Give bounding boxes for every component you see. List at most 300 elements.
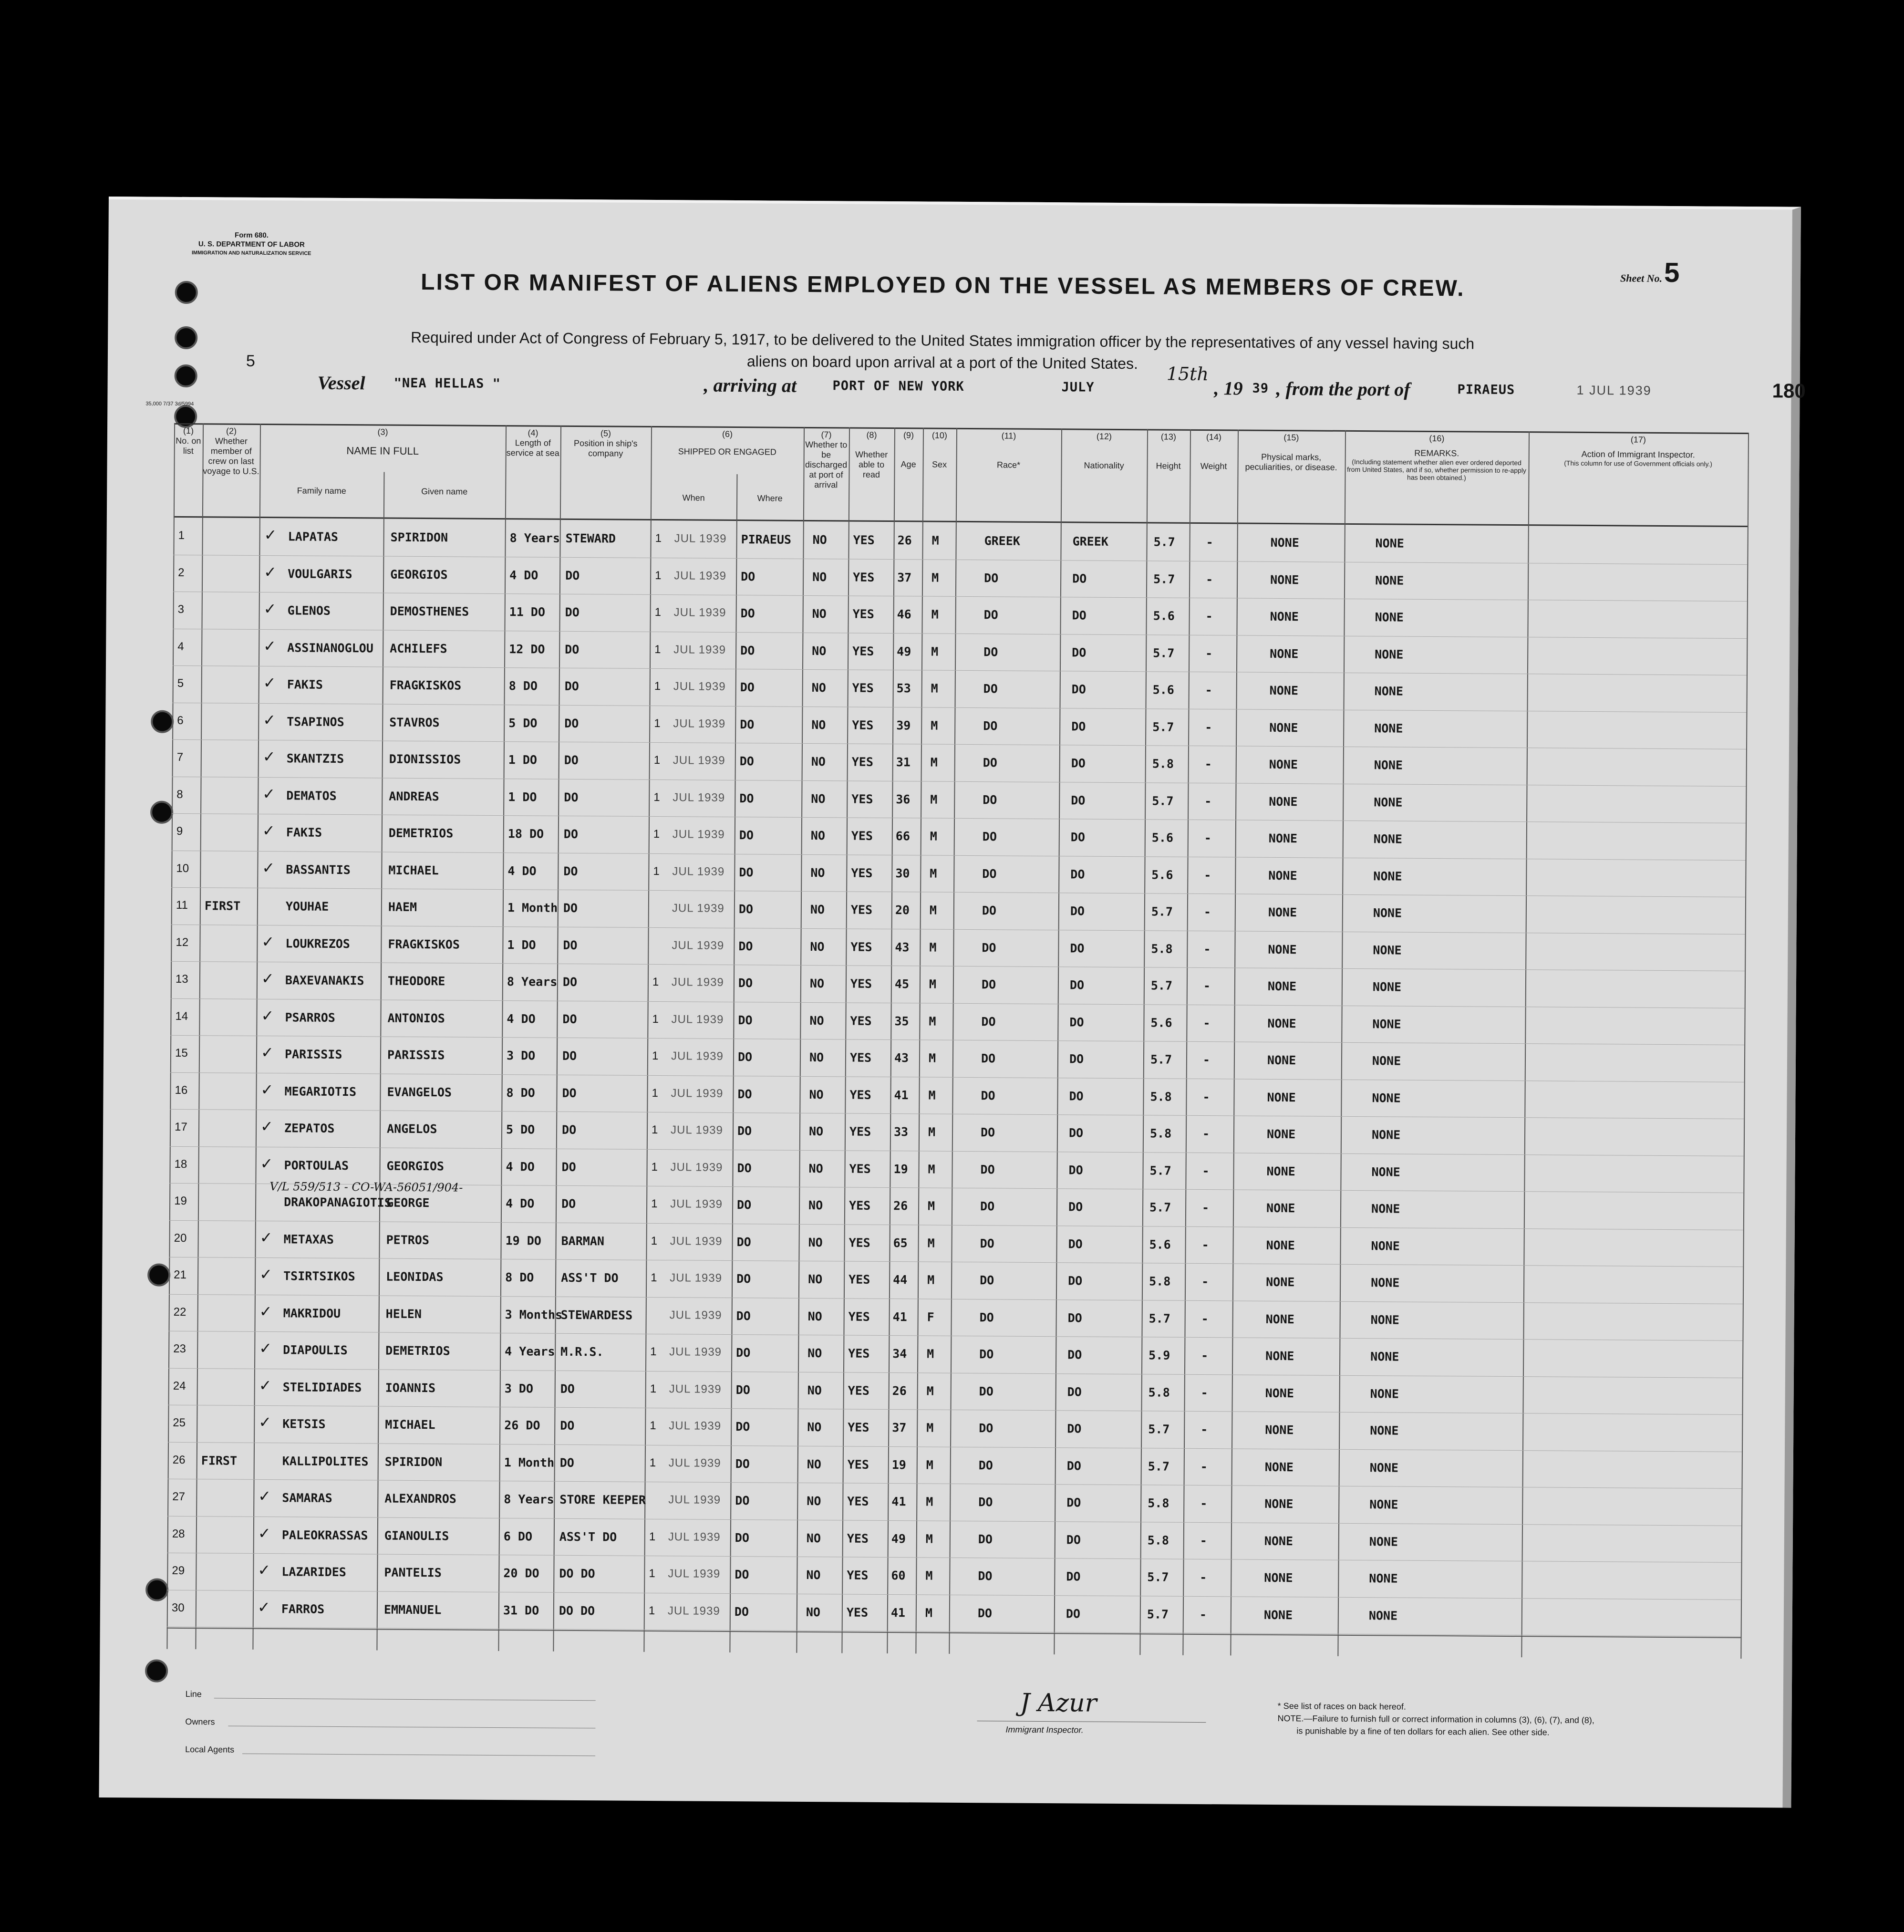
cell-d: 1 [649,1456,656,1469]
cell-race: DO [981,1051,996,1066]
cell-d: 1 [651,1160,658,1174]
cell-service: 8 Years [504,1492,554,1506]
cell-family: ZEPATOS [284,1121,335,1135]
cell-family: YOUHAE [285,899,329,914]
cell-when: JUL 1939 [670,1234,723,1248]
cell-sex: M [926,1421,934,1435]
cell-age: 19 [893,1162,908,1176]
cell-phys: NONE [1264,1496,1293,1511]
cell-phys: NONE [1269,720,1298,735]
cell-service: 1 Month [504,1455,555,1470]
cell-d: 1 [654,606,662,619]
cell-when: JUL 1939 [672,938,724,952]
cell-ht: 5.8 [1148,1496,1169,1510]
cell-given: GEORGIOS [386,1159,445,1173]
cell-rem: NONE [1372,1091,1401,1105]
cell-phys: NONE [1265,1386,1294,1400]
cell-sex: M [928,1088,936,1102]
cell-nat: DO [1071,793,1086,808]
cell-phys: NONE [1268,942,1297,956]
cell-age: 37 [897,570,912,584]
cell-age: 45 [894,977,910,991]
cell-given: GEORGE [386,1195,430,1210]
cell-family: LAPATAS [288,530,339,544]
cell-check: ✓ [257,1598,270,1616]
cell-wt: - [1201,1349,1209,1363]
cell-wt: - [1203,979,1211,993]
cell-ht: 5.6 [1151,867,1173,882]
cell-age: 39 [896,718,911,732]
cell-age: 36 [896,792,911,806]
cell-check: ✓ [259,1376,272,1394]
cell-ht: 5.7 [1147,1570,1169,1584]
cell-d: 1 [651,1197,658,1211]
cell-d: 1 [653,754,661,767]
cell-family: MEGARIOTIS [284,1084,357,1099]
cell-dis: NO [807,1383,822,1397]
cell-when: JUL 1939 [669,1345,722,1359]
col-header-shipped: (6) SHIPPED OR ENGAGED [678,429,776,457]
cell-dis: NO [812,607,827,621]
cell-phys: NONE [1264,1570,1293,1585]
punch-hole [175,281,198,304]
cell-ht: 5.6 [1149,1237,1171,1252]
cell-nat: DO [1069,1052,1084,1066]
cell-check: ✓ [258,1560,271,1579]
cell-d: 1 [651,1234,658,1247]
cell-where: DO [735,1382,750,1397]
col-header-discharged: (7) Whether to be discharged at port of arrival [805,430,848,490]
cell-sex: M [927,1347,934,1361]
cell-where: DO [738,1013,753,1027]
cell-given: SPIRIDON [384,1454,443,1469]
cell-read: YES [852,718,874,732]
cell-where: DO [737,1161,752,1175]
cell-d: 1 [655,569,662,582]
cell-dis: NO [809,1050,824,1065]
punch-hole [151,710,174,733]
cell-family: SAMARAS [282,1491,332,1505]
cell-race: DO [983,718,998,733]
vessel-label: Vessel [317,372,365,394]
cell-d: 1 [654,643,661,656]
cell-dis: NO [808,1235,823,1249]
cell-family: FAKIS [287,677,323,692]
cell-age: 33 [893,1125,909,1139]
col-header-where: Where [757,493,783,503]
cell-where: DO [738,976,753,990]
cell-position: DO [559,1455,575,1470]
cell-age: 37 [892,1421,907,1435]
cell-where: DO [735,1456,750,1471]
cell-read: YES [851,792,873,806]
cell-where: DO [734,1604,749,1619]
punch-hole [175,326,197,349]
cell-sex: M [930,755,938,769]
cell-wt: - [1202,1053,1211,1067]
manifest-sheet [99,197,1806,1808]
cell-position: DO [561,1122,577,1137]
cell-service: 20 DO [503,1566,539,1580]
cell-family: PORTOULAS [284,1158,349,1173]
cell-nat: DO [1067,1422,1082,1436]
cell-age: 65 [893,1236,908,1250]
cell-check: ✓ [258,1524,271,1542]
cell-age: 19 [891,1457,906,1472]
cell-sex: M [925,1532,933,1546]
col-header-nationality: (12) Nationality [1084,431,1124,471]
cell-family: SKANTZIS [286,751,344,766]
cell-rem: NONE [1373,943,1402,957]
cell-nat: DO [1066,1569,1081,1584]
cell-read: YES [849,1198,871,1213]
cell-given: ANGELOS [386,1122,437,1136]
cell-nat: DO [1071,719,1086,734]
cell-read: YES [847,1531,869,1546]
cell-service: 1 Month [507,901,558,915]
cell-where: DO [737,1198,752,1212]
cell-rem: NONE [1375,536,1404,551]
col-header-position: (5) Position in ship's company [574,428,638,458]
cell-sex: M [929,940,937,955]
cell-n: 10 [176,862,189,875]
cell-rem: NONE [1371,1128,1401,1142]
cell-ht: 5.9 [1149,1348,1170,1362]
cell-nat: DO [1068,1200,1083,1214]
cell-service: 4 Years [505,1344,555,1359]
cell-when: JUL 1939 [669,1419,722,1433]
line-label: Line [185,1689,202,1699]
cell-given: HAEM [388,900,417,914]
cell-wt: - [1203,942,1211,956]
cell-family: ASSINANOGLOU [287,640,373,655]
cell-dis: NO [808,1198,823,1213]
cell-d: 1 [655,532,662,545]
cell-n: 3 [177,602,185,616]
cell-ht: 5.8 [1150,1089,1172,1104]
cell-when: JUL 1939 [670,1123,724,1137]
cell-when: JUL 1939 [673,717,726,730]
cell-race: DO [977,1606,993,1620]
cell-given: THEODORE [387,974,445,988]
cell-d: 1 [649,1567,655,1580]
cell-age: 43 [894,1051,909,1065]
cell-given: MICHAEL [388,863,439,877]
cell-age: 44 [893,1273,908,1287]
cell-ht: 5.7 [1148,1459,1170,1474]
cell-position: DO [561,1196,576,1211]
inspector-caption: Immigrant Inspector. [1005,1724,1084,1735]
cell-n: 7 [176,750,184,764]
punch-hole [150,801,173,824]
cell-position: DO DO [559,1566,595,1581]
cell-phys: NONE [1267,979,1297,994]
cell-family: DRAKOPANAGIOTIS [284,1195,392,1210]
cell-position: BARMAN [561,1234,605,1248]
cell-race: DO [978,1532,993,1546]
cell-wt: - [1201,1237,1209,1252]
cell-when: JUL 1939 [670,1271,723,1285]
cell-when: JUL 1939 [668,1530,721,1544]
cell-when: JUL 1939 [671,1086,724,1100]
cell-n: 13 [175,972,188,986]
col-header-remarks: (16) REMARKS. (Including statement whether alien ever ordered deported from United States, and if so, whether permission to re-apply has been obtained.) [1347,433,1527,482]
cell-d: 1 [653,790,660,804]
cell-rem: NONE [1369,1497,1398,1512]
cell-position: DO [563,901,578,915]
cell-where: DO [735,1494,750,1508]
cell-race: DO [979,1347,994,1361]
cell-check: ✓ [262,784,276,803]
cell-ht: 5.7 [1153,571,1175,586]
cell-read: YES [849,1088,871,1102]
col-header-age: (9) Age [900,430,916,469]
cell-position: DO [565,605,579,620]
cell-rem: NONE [1369,1460,1399,1475]
cell-d: 1 [652,1049,659,1063]
cell-read: YES [849,1162,871,1176]
cell-ht: 5.8 [1149,1274,1171,1288]
cell-age: 49 [891,1531,906,1546]
cell-given: DEMETRIOS [388,826,454,841]
cell-n: 30 [171,1601,185,1614]
cell-given: FRAGKISKOS [388,937,460,952]
cell-dis: NO [812,570,827,584]
cell-read: YES [850,1014,872,1028]
cell-where: DO [736,1235,751,1249]
cell-when: JUL 1939 [671,1049,724,1063]
cell-n: 22 [173,1305,186,1319]
cell-check: ✓ [260,1154,273,1173]
cell-when: JUL 1939 [669,1308,722,1322]
cell-position: STORE KEEPER [559,1492,646,1507]
cell-check: ✓ [260,1117,274,1136]
col-header-service: (4) Length of service at sea [506,428,559,458]
cell-position: DO [560,1381,575,1396]
cell-age: 41 [892,1309,907,1324]
cell-phys: NONE [1270,535,1299,550]
cell-given: SPIRIDON [390,530,448,545]
cell-family: DEMATOS [286,788,337,803]
cell-nat: DO [1070,867,1085,882]
cell-wt: - [1205,609,1213,623]
cell-position: DO [564,790,579,804]
cell-when: JUL 1939 [672,902,724,915]
cell-d: 1 [649,1530,656,1543]
cell-nat: DO [1067,1310,1082,1325]
cell-nat: DO [1066,1532,1081,1547]
cell-dis: NO [807,1420,822,1434]
cell-rem: NONE [1369,1534,1398,1549]
cell-ht: 5.8 [1149,1126,1172,1141]
cell-when: JUL 1939 [673,754,725,767]
cell-age: 41 [890,1605,906,1620]
cell-sex: M [926,1458,933,1472]
cell-given: GIANOULIS [384,1528,449,1543]
cell-read: YES [853,570,875,584]
cell-position: DO [564,679,579,694]
cell-when: JUL 1939 [674,532,727,545]
cell-age: 26 [893,1199,908,1213]
cell-when: JUL 1939 [671,1012,724,1026]
cell-ht: 5.8 [1151,941,1173,956]
cell-where: DO [736,1309,751,1323]
cell-given: ALEXANDROS [384,1491,456,1506]
cell-phys: NONE [1267,1016,1296,1030]
cell-check: ✓ [261,1006,274,1025]
cell-given: GEORGIOS [390,567,448,582]
cell-where: DO [738,902,754,916]
cell-d: 1 [654,680,661,693]
cell-family: DIAPOULIS [283,1343,348,1358]
cell-position: ASS'T DO [561,1270,619,1285]
cell-race: DO [978,1569,993,1583]
cell-nat: DO [1069,978,1085,992]
cell-wt: - [1204,794,1212,808]
cell-nat: DO [1072,608,1087,623]
cell-phys: NONE [1263,1608,1293,1622]
cell-sex: M [928,1125,936,1139]
cell-when: JUL 1939 [673,790,725,804]
cell-ht: 5.6 [1151,831,1174,845]
cell-age: 20 [895,903,910,917]
cell-dis: NO [811,755,826,769]
cell-n: 12 [176,935,189,949]
cell-read: YES [852,607,874,621]
cell-given: PANTELIS [384,1565,442,1580]
cell-given: DEMETRIOS [385,1343,450,1358]
cell-race: DO [979,1310,994,1324]
cell-service: 4 DO [506,1196,535,1211]
cell-ht: 5.7 [1149,1311,1170,1326]
cell-rem: NONE [1373,832,1403,846]
cell-where: DO [737,1087,752,1101]
cell-n: 27 [172,1490,186,1504]
cell-race: DO [983,644,998,659]
service-name: IMMIGRATION AND NATURALIZATION SERVICE [191,250,311,257]
cell-rem: NONE [1372,980,1402,994]
cell-rem: NONE [1370,1386,1399,1401]
cell-n: 14 [175,1009,188,1023]
col-header-given-name: Given name [421,487,468,497]
cell-d: 1 [654,717,661,730]
cell-family: VOULGARIS [288,566,352,581]
cell-when: JUL 1939 [672,828,725,841]
cell-ht: 5.8 [1148,1385,1170,1400]
cell-read: YES [849,1236,870,1250]
cell-n: 26 [172,1453,186,1466]
cell-race: DO [980,1199,995,1214]
form-number: Form 680. [235,231,269,240]
cell-where: DO [736,1346,751,1360]
margin-number: 5 [246,352,255,370]
cell-where: DO [735,1420,750,1434]
cell-d: 1 [650,1345,657,1359]
cell-dis: NO [811,717,826,732]
penalty-note-cont: is punishable by a fine of ten dollars for each alien. See other side. [1296,1726,1550,1737]
cell-service: 4 DO [507,1011,536,1026]
col-header-race: (11) Race* [997,431,1021,470]
cell-read: YES [848,1383,869,1398]
cell-read: YES [847,1494,869,1508]
cell-given: DEMOSTHENES [390,604,469,619]
cell-n: 24 [173,1379,186,1392]
cell-family: METAXAS [283,1232,334,1246]
cell-when: JUL 1939 [668,1456,721,1470]
cell-family: GLENOS [287,603,331,618]
cell-n: 18 [174,1157,187,1171]
cell-nat: DO [1066,1496,1081,1510]
cell-sex: M [927,1273,935,1287]
cell-race: DO [980,1125,995,1140]
col-header-height: (13) Height [1156,432,1181,471]
cell-when: JUL 1939 [668,1493,721,1506]
cell-sex: M [925,1568,933,1583]
form-id-block [180,230,323,259]
cell-n: 21 [174,1268,186,1282]
cell-n: 20 [174,1231,187,1245]
cell-read: YES [848,1420,869,1434]
col-header-weight: (14) Weight [1200,432,1227,471]
cell-race: DO [980,1162,995,1176]
cell-rem: NONE [1372,1054,1401,1068]
cell-family: KETSIS [282,1417,326,1431]
col-header-family-name: Family name [297,486,346,496]
cell-given: ANTONIOS [387,1011,445,1025]
cell-family: BAXEVANAKIS [285,973,364,988]
local-agents-label: Local Agents [185,1745,235,1755]
cell-read: YES [847,1568,869,1582]
cell-where: DO [736,1272,751,1286]
cell-when: JUL 1939 [667,1604,720,1618]
arrival-day: 15th [1166,363,1209,385]
cell-service: 1 DO [507,937,536,952]
cell-rem: NONE [1371,1238,1400,1253]
cell-check: ✓ [259,1302,272,1320]
arrival-month: JULY [1061,380,1095,395]
cell-race: DO [983,792,997,807]
cell-position: DO [565,568,580,582]
subtitle-line: Required under Act of Congress of February 5, 1917, to be delivered to the United States immigration officer by the representatives of any vessel having such [411,328,1475,353]
cell-d: 1 [652,975,659,989]
cell-age: 41 [894,1088,909,1102]
cell-position: DO [562,1012,577,1026]
cell-ht: 5.7 [1153,645,1175,660]
cell-check: ✓ [259,1413,272,1432]
cell-given: ANDREAS [389,789,439,803]
cell-nat: DO [1066,1458,1081,1473]
cell-check: ✓ [260,1080,274,1099]
cell-age: 30 [895,866,910,880]
cell-check: ✓ [261,932,275,951]
cell-position: DO [560,1418,575,1433]
cell-service: 4 DO [507,863,537,878]
cell-where: DO [738,939,753,953]
cell-race: DO [981,977,996,992]
cell-family: KALLIPOLITES [282,1454,369,1468]
cell-nat: DO [1069,1015,1084,1029]
cell-dis: NO [811,791,826,806]
col-header-name: (3) NAME IN FULL [346,427,419,457]
cell-family: LOUKREZOS [285,936,350,951]
cell-phys: NONE [1268,831,1298,846]
cell-phys: NONE [1265,1349,1294,1363]
cell-nat: DO [1069,1089,1084,1103]
cell-nat: DO [1066,1606,1081,1620]
cell-rem: NONE [1371,1164,1400,1179]
cell-phys: NONE [1265,1312,1294,1326]
cell-wt: - [1200,1385,1208,1400]
